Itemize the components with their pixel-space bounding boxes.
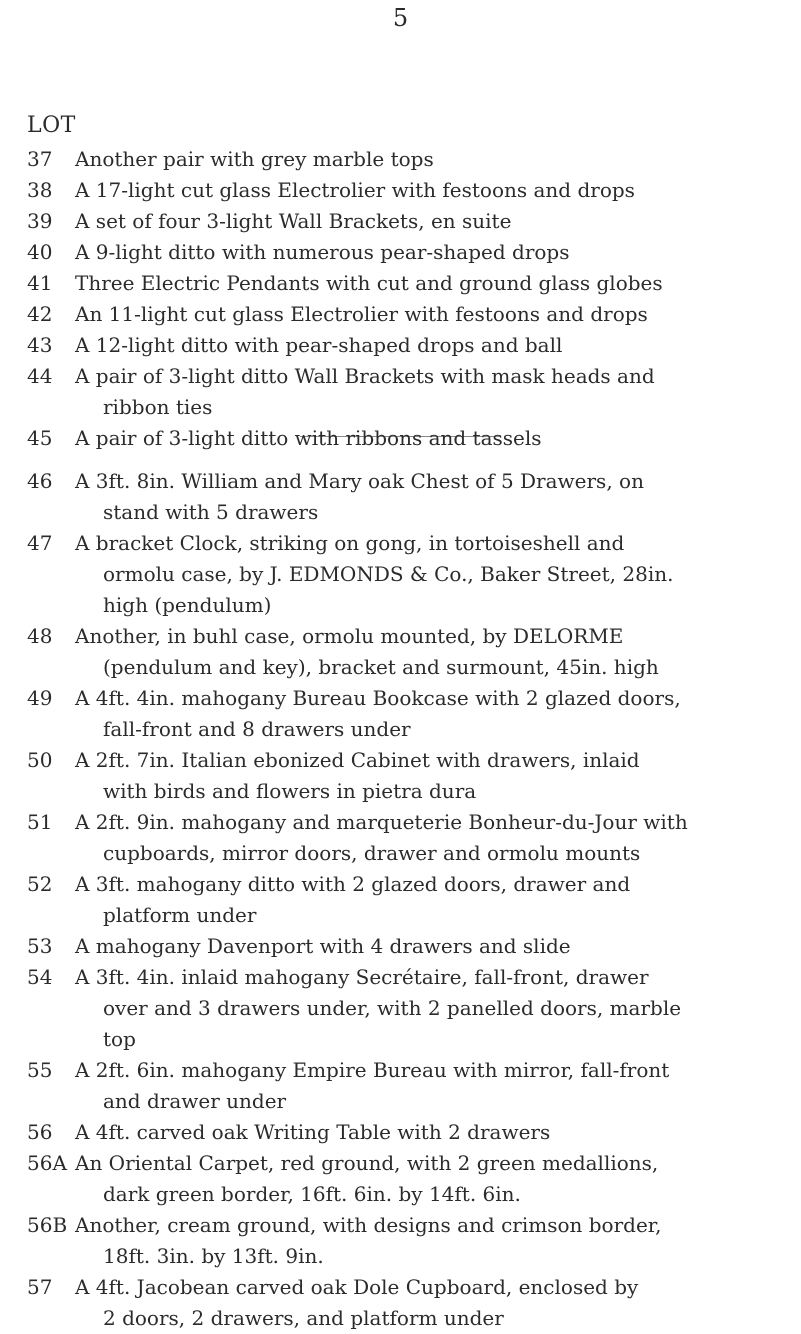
lot-description [75,1148,783,1210]
lot-description-continuation: cupboards, mirror doors, drawer and ormolu mounts [103,841,641,865]
lot-description-continuation: fall-front and 8 drawers under [103,717,411,741]
lot-description-line: An 11-light cut glass Electrolier with festoons and drops [75,302,648,326]
lot-number: 56A [27,1151,67,1175]
lot-description-line: A 17-light cut glass Electrolier with festoons and drops [75,178,635,202]
lot-description-line: Three Electric Pendants with cut and ground glass globes [75,271,663,295]
lot-description-continuation: ribbon ties [103,395,213,419]
lot-description-line: A 3ft. mahogany ditto with 2 glazed doors, drawer and [75,872,631,896]
lot-description [75,1117,783,1148]
lot-description [75,683,783,745]
lot-entry [0,206,801,237]
lot-description [75,962,783,1055]
lot-number: 52 [27,872,53,896]
lot-entry [0,466,801,528]
lot-description-continuation: and drawer under [103,1089,287,1113]
lot-description [75,361,783,423]
lot-number: 38 [27,178,53,202]
lot-entry [0,299,801,330]
lot-entry [0,423,801,454]
lot-number: 41 [27,271,53,295]
lot-column-header: LOT [27,113,76,138]
lot-description [75,466,783,528]
lot-description-line: A pair of 3-light ditto with ribbons and tassels [75,426,542,450]
lot-number: 57 [27,1275,53,1299]
lot-description [75,807,783,869]
lot-description-continuation: dark green border, 16ft. 6in. by 14ft. 6in. [103,1182,521,1206]
lot-description [75,268,783,299]
page-number: 5 [392,4,409,32]
lot-description-line: A bracket Clock, striking on gong, in tortoiseshell and [75,531,625,555]
lot-number: 46 [27,469,53,493]
lot-entry [0,330,801,361]
lot-description-continuation: ormolu case, by J. EDMONDS & Co., Baker Street, 28in. [103,562,674,586]
lot-description-line: A 4ft. carved oak Writing Table with 2 drawers [75,1120,551,1144]
lot-description-line: Another, cream ground, with designs and crimson border, [75,1213,662,1237]
lot-description-continuation: 18ft. 3in. by 13ft. 9in. [103,1244,324,1268]
lot-description-continuation: high (pendulum) [103,593,272,617]
lot-number: 42 [27,302,53,326]
lot-description [75,330,783,361]
lot-number: 56 [27,1120,53,1144]
lot-number: 47 [27,531,53,555]
lot-entry [0,1210,801,1272]
lot-description-continuation: top [103,1027,136,1051]
lot-entry [0,237,801,268]
lot-entry [0,1117,801,1148]
lot-description [75,745,783,807]
lot-description-continuation: stand with 5 drawers [103,500,319,524]
lot-description-continuation: (pendulum and key), bracket and surmount, 45in. high [103,655,659,679]
lot-description-line: A mahogany Davenport with 4 drawers and slide [75,934,571,958]
lot-description [75,237,783,268]
lot-entry [0,1272,801,1334]
lot-number: 50 [27,748,53,772]
lot-description [75,1210,783,1272]
lot-description-line: A 9-light ditto with numerous pear-shaped drops [75,240,570,264]
lot-description-line: A 3ft. 4in. inlaid mahogany Secrétaire, fall-front, drawer [75,965,649,989]
lot-number: 39 [27,209,53,233]
lot-description-line: A 2ft. 7in. Italian ebonized Cabinet with drawers, inlaid [75,748,640,772]
lot-description-continuation: platform under [103,903,257,927]
lot-description-line: A 2ft. 6in. mahogany Empire Bureau with mirror, fall-front [75,1058,670,1082]
lot-description [75,931,783,962]
lot-description [75,528,783,621]
lot-entry [0,745,801,807]
lot-description-line: A 4ft. 4in. mahogany Bureau Bookcase with 2 glazed doors, [75,686,681,710]
lot-entry [0,869,801,931]
lot-description-line: Another, in buhl case, ormolu mounted, by DELORME [75,624,624,648]
lot-number: 51 [27,810,53,834]
lot-description [75,144,783,175]
lot-description [75,1272,783,1334]
lot-description-line: An Oriental Carpet, red ground, with 2 green medallions, [75,1151,659,1175]
lot-number: 44 [27,364,53,388]
lot-description [75,423,783,454]
lot-entry [0,528,801,621]
lot-entry [0,144,801,175]
lot-number: 55 [27,1058,53,1082]
lot-description-line: A 12-light ditto with pear-shaped drops and ball [75,333,563,357]
lot-number: 56B [27,1213,68,1237]
lot-entry [0,683,801,745]
lot-description [75,869,783,931]
lot-entry [0,621,801,683]
lot-description-line: A pair of 3-light ditto Wall Brackets with mask heads and [75,364,655,388]
lot-number: 37 [27,147,53,171]
lot-description-continuation: 2 doors, 2 drawers, and platform under [103,1306,504,1330]
lot-entry [0,175,801,206]
lot-description-line: A 3ft. 8in. William and Mary oak Chest of 5 Drawers, on [75,469,644,493]
lot-description [75,621,783,683]
lot-description-continuation: with birds and flowers in pietra dura [103,779,477,803]
lot-number: 40 [27,240,53,264]
lot-description [75,1055,783,1117]
lot-entry [0,1055,801,1117]
lot-number: 45 [27,426,53,450]
lot-entry [0,807,801,869]
lot-description [75,206,783,237]
lot-entry [0,1148,801,1210]
lot-number: 43 [27,333,53,357]
lot-entry [0,931,801,962]
lot-number: 53 [27,934,53,958]
lot-description [75,299,783,330]
lot-entry [0,962,801,1055]
lot-list [0,144,801,1334]
lot-description-line: A 2ft. 9in. mahogany and marqueterie Bonheur-du-Jour with [75,810,688,834]
lot-number: 49 [27,686,53,710]
lot-entry [0,361,801,423]
lot-description-continuation: over and 3 drawers under, with 2 panelled doors, marble [103,996,682,1020]
lot-description [75,175,783,206]
lot-entry [0,268,801,299]
lot-number: 54 [27,965,53,989]
lot-description-line: A 4ft. Jacobean carved oak Dole Cupboard, enclosed by [75,1275,639,1299]
lot-description-line: A set of four 3-light Wall Brackets, en suite [75,209,512,233]
lot-description-line: Another pair with grey marble tops [75,147,434,171]
lot-number: 48 [27,624,53,648]
